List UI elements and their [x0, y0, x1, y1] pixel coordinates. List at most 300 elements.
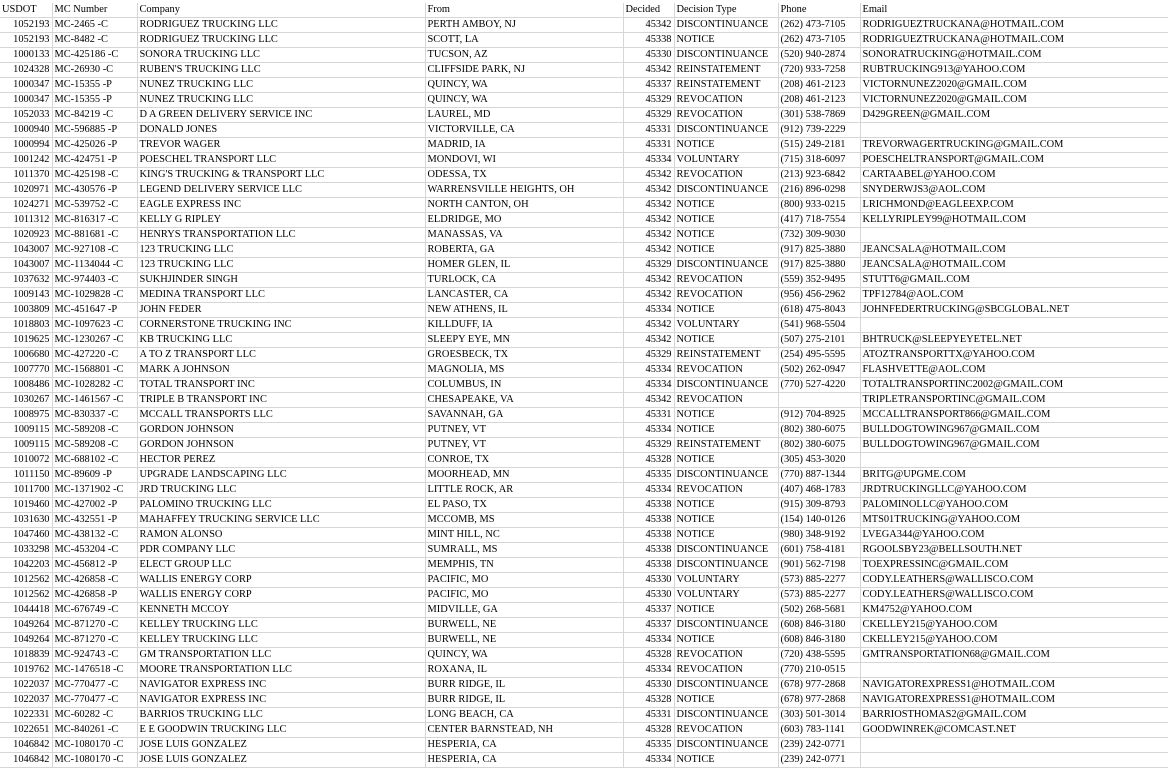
decided-cell[interactable]: 45342 — [623, 183, 674, 198]
from-cell[interactable]: NORTH CANTON, OH — [425, 198, 623, 213]
col-header-decided[interactable]: Decided — [623, 3, 674, 18]
decided-cell[interactable]: 45334 — [623, 633, 674, 648]
from-cell[interactable]: CHESAPEAKE, VA — [425, 393, 623, 408]
email-cell[interactable]: CKELLEY215@YAHOO.COM — [860, 633, 1168, 648]
from-cell[interactable]: MANASSAS, VA — [425, 228, 623, 243]
phone-cell[interactable]: (980) 348-9192 — [778, 528, 860, 543]
email-cell[interactable]: ATOZTRANSPORTTX@YAHOO.COM — [860, 348, 1168, 363]
company-cell[interactable]: PALOMINO TRUCKING LLC — [137, 498, 425, 513]
usdot-cell[interactable]: 1046842 — [0, 753, 52, 768]
usdot-cell[interactable]: 1033298 — [0, 543, 52, 558]
table-row[interactable] — [0, 258, 1168, 273]
phone-cell[interactable]: (541) 968-5504 — [778, 318, 860, 333]
usdot-cell[interactable]: 1052193 — [0, 33, 52, 48]
table-row[interactable] — [0, 513, 1168, 528]
decided-cell[interactable]: 45342 — [623, 198, 674, 213]
email-cell[interactable]: SNYDERWJS3@AOL.COM — [860, 183, 1168, 198]
decision-type-cell[interactable]: DISCONTINUANCE — [674, 258, 778, 273]
usdot-cell[interactable]: 1042203 — [0, 558, 52, 573]
email-cell[interactable]: JEANCSALA@HOTMAIL.COM — [860, 258, 1168, 273]
table-row[interactable] — [0, 708, 1168, 723]
company-cell[interactable]: CORNERSTONE TRUCKING INC — [137, 318, 425, 333]
usdot-cell[interactable]: 1011150 — [0, 468, 52, 483]
company-cell[interactable]: JRD TRUCKING LLC — [137, 483, 425, 498]
mc-number-cell[interactable]: MC-770477 -C — [52, 678, 137, 693]
phone-cell[interactable]: (208) 461-2123 — [778, 78, 860, 93]
phone-cell[interactable]: (917) 825-3880 — [778, 258, 860, 273]
usdot-cell[interactable]: 1019460 — [0, 498, 52, 513]
decided-cell[interactable]: 45342 — [623, 318, 674, 333]
mc-number-cell[interactable]: MC-425026 -P — [52, 138, 137, 153]
col-header-mc-number[interactable]: MC Number — [52, 3, 137, 18]
from-cell[interactable]: LITTLE ROCK, AR — [425, 483, 623, 498]
mc-number-cell[interactable]: MC-816317 -C — [52, 213, 137, 228]
email-cell[interactable]: BULLDOGTOWING967@GMAIL.COM — [860, 423, 1168, 438]
phone-cell[interactable]: (407) 468-1783 — [778, 483, 860, 498]
phone-cell[interactable]: (262) 473-7105 — [778, 18, 860, 33]
decision-type-cell[interactable]: REINSTATEMENT — [674, 78, 778, 93]
phone-cell[interactable]: (573) 885-2277 — [778, 588, 860, 603]
from-cell[interactable]: ODESSA, TX — [425, 168, 623, 183]
decided-cell[interactable]: 45328 — [623, 693, 674, 708]
email-cell[interactable]: KM4752@YAHOO.COM — [860, 603, 1168, 618]
table-row[interactable] — [0, 648, 1168, 663]
mc-number-cell[interactable]: MC-424751 -P — [52, 153, 137, 168]
usdot-cell[interactable]: 1007770 — [0, 363, 52, 378]
phone-cell[interactable]: (618) 475-8043 — [778, 303, 860, 318]
usdot-cell[interactable]: 1010072 — [0, 453, 52, 468]
table-row[interactable] — [0, 243, 1168, 258]
company-cell[interactable]: BARRIOS TRUCKING LLC — [137, 708, 425, 723]
decision-type-cell[interactable]: DISCONTINUANCE — [674, 18, 778, 33]
decided-cell[interactable]: 45329 — [623, 108, 674, 123]
company-cell[interactable]: TRIPLE B TRANSPORT INC — [137, 393, 425, 408]
col-header-from[interactable]: From — [425, 3, 623, 18]
decided-cell[interactable]: 45338 — [623, 513, 674, 528]
phone-cell[interactable]: (507) 275-2101 — [778, 333, 860, 348]
usdot-cell[interactable]: 1031630 — [0, 513, 52, 528]
email-cell[interactable]: TREVORWAGERTRUCKING@GMAIL.COM — [860, 138, 1168, 153]
company-cell[interactable]: TOTAL TRANSPORT INC — [137, 378, 425, 393]
company-cell[interactable]: PDR COMPANY LLC — [137, 543, 425, 558]
table-row[interactable] — [0, 18, 1168, 33]
from-cell[interactable]: HESPERIA, CA — [425, 753, 623, 768]
decision-type-cell[interactable]: DISCONTINUANCE — [674, 378, 778, 393]
company-cell[interactable]: SONORA TRUCKING LLC — [137, 48, 425, 63]
decided-cell[interactable]: 45342 — [623, 288, 674, 303]
decision-type-cell[interactable]: DISCONTINUANCE — [674, 183, 778, 198]
usdot-cell[interactable]: 1018839 — [0, 648, 52, 663]
mc-number-cell[interactable]: MC-426858 -P — [52, 588, 137, 603]
email-cell[interactable]: RODRIGUEZTRUCKANA@HOTMAIL.COM — [860, 18, 1168, 33]
decision-type-cell[interactable]: REVOCATION — [674, 108, 778, 123]
email-cell[interactable]: KELLYRIPLEY99@HOTMAIL.COM — [860, 213, 1168, 228]
col-header-usdot[interactable]: USDOT — [0, 3, 52, 18]
decided-cell[interactable]: 45342 — [623, 168, 674, 183]
table-row[interactable] — [0, 168, 1168, 183]
decision-type-cell[interactable]: REVOCATION — [674, 723, 778, 738]
decision-type-cell[interactable]: NOTICE — [674, 633, 778, 648]
company-cell[interactable]: TREVOR WAGER — [137, 138, 425, 153]
table-row[interactable] — [0, 753, 1168, 768]
mc-number-cell[interactable]: MC-453204 -C — [52, 543, 137, 558]
table-row[interactable] — [0, 633, 1168, 648]
mc-number-cell[interactable]: MC-1029828 -C — [52, 288, 137, 303]
from-cell[interactable]: KILLDUFF, IA — [425, 318, 623, 333]
from-cell[interactable]: VICTORVILLE, CA — [425, 123, 623, 138]
from-cell[interactable]: MEMPHIS, TN — [425, 558, 623, 573]
email-cell[interactable] — [860, 663, 1168, 678]
phone-cell[interactable]: (608) 846-3180 — [778, 618, 860, 633]
col-header-decision-type[interactable]: Decision Type — [674, 3, 778, 18]
email-cell[interactable]: FLASHVETTE@AOL.COM — [860, 363, 1168, 378]
usdot-cell[interactable]: 1020971 — [0, 183, 52, 198]
table-row[interactable] — [0, 483, 1168, 498]
table-row[interactable] — [0, 588, 1168, 603]
usdot-cell[interactable]: 1022037 — [0, 693, 52, 708]
phone-cell[interactable]: (502) 268-5681 — [778, 603, 860, 618]
company-cell[interactable]: RODRIGUEZ TRUCKING LLC — [137, 18, 425, 33]
from-cell[interactable]: BURR RIDGE, IL — [425, 693, 623, 708]
from-cell[interactable]: ELDRIDGE, MO — [425, 213, 623, 228]
decided-cell[interactable]: 45330 — [623, 678, 674, 693]
table-row[interactable] — [0, 228, 1168, 243]
usdot-cell[interactable]: 1018803 — [0, 318, 52, 333]
phone-cell[interactable]: (520) 940-2874 — [778, 48, 860, 63]
decision-type-cell[interactable]: NOTICE — [674, 138, 778, 153]
phone-cell[interactable]: (770) 210-0515 — [778, 663, 860, 678]
phone-cell[interactable]: (732) 309-9030 — [778, 228, 860, 243]
mc-number-cell[interactable]: MC-688102 -C — [52, 453, 137, 468]
decided-cell[interactable]: 45335 — [623, 468, 674, 483]
usdot-cell[interactable]: 1011370 — [0, 168, 52, 183]
decision-type-cell[interactable]: NOTICE — [674, 228, 778, 243]
decision-type-cell[interactable]: DISCONTINUANCE — [674, 738, 778, 753]
email-cell[interactable]: VICTORNUNEZ2020@GMAIL.COM — [860, 93, 1168, 108]
table-row[interactable] — [0, 678, 1168, 693]
phone-cell[interactable]: (515) 249-2181 — [778, 138, 860, 153]
mc-number-cell[interactable]: MC-596885 -P — [52, 123, 137, 138]
decided-cell[interactable]: 45334 — [623, 423, 674, 438]
table-row[interactable] — [0, 723, 1168, 738]
from-cell[interactable]: MCCOMB, MS — [425, 513, 623, 528]
phone-cell[interactable]: (800) 933-0215 — [778, 198, 860, 213]
decision-type-cell[interactable]: VOLUNTARY — [674, 573, 778, 588]
decided-cell[interactable]: 45330 — [623, 48, 674, 63]
company-cell[interactable]: LEGEND DELIVERY SERVICE LLC — [137, 183, 425, 198]
phone-cell[interactable]: (213) 923-6842 — [778, 168, 860, 183]
usdot-cell[interactable]: 1000994 — [0, 138, 52, 153]
decision-type-cell[interactable]: VOLUNTARY — [674, 588, 778, 603]
decision-type-cell[interactable]: NOTICE — [674, 453, 778, 468]
phone-cell[interactable]: (417) 718-7554 — [778, 213, 860, 228]
mc-number-cell[interactable]: MC-26930 -C — [52, 63, 137, 78]
decided-cell[interactable]: 45337 — [623, 78, 674, 93]
company-cell[interactable]: HENRYS TRANSPORTATION LLC — [137, 228, 425, 243]
phone-cell[interactable]: (603) 783-1141 — [778, 723, 860, 738]
decided-cell[interactable]: 45331 — [623, 408, 674, 423]
email-cell[interactable] — [860, 318, 1168, 333]
from-cell[interactable]: QUINCY, WA — [425, 78, 623, 93]
phone-cell[interactable]: (678) 977-2868 — [778, 693, 860, 708]
email-cell[interactable]: POESCHELTRANSPORT@GMAIL.COM — [860, 153, 1168, 168]
decision-type-cell[interactable]: DISCONTINUANCE — [674, 543, 778, 558]
email-cell[interactable]: CKELLEY215@YAHOO.COM — [860, 618, 1168, 633]
decision-type-cell[interactable]: NOTICE — [674, 33, 778, 48]
decision-type-cell[interactable]: NOTICE — [674, 753, 778, 768]
email-cell[interactable]: BULLDOGTOWING967@GMAIL.COM — [860, 438, 1168, 453]
email-cell[interactable]: TPF12784@AOL.COM — [860, 288, 1168, 303]
decision-type-cell[interactable]: DISCONTINUANCE — [674, 678, 778, 693]
company-cell[interactable]: MARK A JOHNSON — [137, 363, 425, 378]
decision-type-cell[interactable]: REINSTATEMENT — [674, 438, 778, 453]
usdot-cell[interactable]: 1009115 — [0, 423, 52, 438]
usdot-cell[interactable]: 1001242 — [0, 153, 52, 168]
mc-number-cell[interactable]: MC-589208 -C — [52, 438, 137, 453]
decided-cell[interactable]: 45342 — [623, 273, 674, 288]
decided-cell[interactable]: 45329 — [623, 348, 674, 363]
mc-number-cell[interactable]: MC-830337 -C — [52, 408, 137, 423]
email-cell[interactable]: JRDTRUCKINGLLC@YAHOO.COM — [860, 483, 1168, 498]
from-cell[interactable]: CONROE, TX — [425, 453, 623, 468]
mc-number-cell[interactable]: MC-427220 -C — [52, 348, 137, 363]
decision-type-cell[interactable]: NOTICE — [674, 198, 778, 213]
decision-type-cell[interactable]: REVOCATION — [674, 93, 778, 108]
decision-type-cell[interactable]: NOTICE — [674, 513, 778, 528]
usdot-cell[interactable]: 1000940 — [0, 123, 52, 138]
mc-number-cell[interactable]: MC-881681 -C — [52, 228, 137, 243]
phone-cell[interactable]: (956) 456-2962 — [778, 288, 860, 303]
company-cell[interactable]: KELLEY TRUCKING LLC — [137, 633, 425, 648]
mc-number-cell[interactable]: MC-425186 -C — [52, 48, 137, 63]
email-cell[interactable]: LVEGA344@YAHOO.COM — [860, 528, 1168, 543]
email-cell[interactable]: RODRIGUEZTRUCKANA@HOTMAIL.COM — [860, 33, 1168, 48]
from-cell[interactable]: ROBERTA, GA — [425, 243, 623, 258]
from-cell[interactable]: MADRID, IA — [425, 138, 623, 153]
usdot-cell[interactable]: 1043007 — [0, 258, 52, 273]
phone-cell[interactable]: (770) 527-4220 — [778, 378, 860, 393]
from-cell[interactable]: SLEEPY EYE, MN — [425, 333, 623, 348]
mc-number-cell[interactable]: MC-974403 -C — [52, 273, 137, 288]
company-cell[interactable]: JOSE LUIS GONZALEZ — [137, 753, 425, 768]
from-cell[interactable]: BURWELL, NE — [425, 618, 623, 633]
email-cell[interactable]: JOHNFEDERTRUCKING@SBCGLOBAL.NET — [860, 303, 1168, 318]
email-cell[interactable]: RGOOLSBY23@BELLSOUTH.NET — [860, 543, 1168, 558]
company-cell[interactable]: JOHN FEDER — [137, 303, 425, 318]
decided-cell[interactable]: 45334 — [623, 153, 674, 168]
usdot-cell[interactable]: 1022331 — [0, 708, 52, 723]
mc-number-cell[interactable]: MC-589208 -C — [52, 423, 137, 438]
usdot-cell[interactable]: 1037632 — [0, 273, 52, 288]
decided-cell[interactable]: 45330 — [623, 573, 674, 588]
table-row[interactable] — [0, 318, 1168, 333]
usdot-cell[interactable]: 1003809 — [0, 303, 52, 318]
from-cell[interactable]: COLUMBUS, IN — [425, 378, 623, 393]
mc-number-cell[interactable]: MC-924743 -C — [52, 648, 137, 663]
phone-cell[interactable]: (608) 846-3180 — [778, 633, 860, 648]
email-cell[interactable]: BHTRUCK@SLEEPYEYETEL.NET — [860, 333, 1168, 348]
from-cell[interactable]: PUTNEY, VT — [425, 423, 623, 438]
phone-cell[interactable]: (901) 562-7198 — [778, 558, 860, 573]
email-cell[interactable]: SONORATRUCKING@HOTMAIL.COM — [860, 48, 1168, 63]
company-cell[interactable]: RUBEN'S TRUCKING LLC — [137, 63, 425, 78]
decided-cell[interactable]: 45331 — [623, 138, 674, 153]
table-row[interactable] — [0, 663, 1168, 678]
usdot-cell[interactable]: 1012562 — [0, 588, 52, 603]
from-cell[interactable]: MOORHEAD, MN — [425, 468, 623, 483]
decided-cell[interactable]: 45342 — [623, 213, 674, 228]
company-cell[interactable]: KELLEY TRUCKING LLC — [137, 618, 425, 633]
table-row[interactable] — [0, 213, 1168, 228]
company-cell[interactable]: NUNEZ TRUCKING LLC — [137, 78, 425, 93]
mc-number-cell[interactable]: MC-1080170 -C — [52, 753, 137, 768]
mc-number-cell[interactable]: MC-2465 -C — [52, 18, 137, 33]
decided-cell[interactable]: 45337 — [623, 603, 674, 618]
decision-type-cell[interactable]: NOTICE — [674, 528, 778, 543]
company-cell[interactable]: 123 TRUCKING LLC — [137, 258, 425, 273]
mc-number-cell[interactable]: MC-451647 -P — [52, 303, 137, 318]
from-cell[interactable]: SCOTT, LA — [425, 33, 623, 48]
decision-type-cell[interactable]: NOTICE — [674, 603, 778, 618]
phone-cell[interactable]: (301) 538-7869 — [778, 108, 860, 123]
phone-cell[interactable]: (715) 318-6097 — [778, 153, 860, 168]
mc-number-cell[interactable]: MC-871270 -C — [52, 633, 137, 648]
from-cell[interactable]: LANCASTER, CA — [425, 288, 623, 303]
phone-cell[interactable]: (154) 140-0126 — [778, 513, 860, 528]
company-cell[interactable]: NAVIGATOR EXPRESS INC — [137, 678, 425, 693]
from-cell[interactable]: MINT HILL, NC — [425, 528, 623, 543]
company-cell[interactable]: D A GREEN DELIVERY SERVICE INC — [137, 108, 425, 123]
decided-cell[interactable]: 45338 — [623, 498, 674, 513]
mc-number-cell[interactable]: MC-84219 -C — [52, 108, 137, 123]
mc-number-cell[interactable]: MC-15355 -P — [52, 93, 137, 108]
from-cell[interactable]: MIDVILLE, GA — [425, 603, 623, 618]
mc-number-cell[interactable]: MC-1080170 -C — [52, 738, 137, 753]
from-cell[interactable]: LONG BEACH, CA — [425, 708, 623, 723]
mc-number-cell[interactable]: MC-456812 -P — [52, 558, 137, 573]
mc-number-cell[interactable]: MC-8482 -C — [52, 33, 137, 48]
decided-cell[interactable]: 45334 — [623, 303, 674, 318]
table-row[interactable] — [0, 738, 1168, 753]
decided-cell[interactable]: 45342 — [623, 333, 674, 348]
table-row[interactable] — [0, 453, 1168, 468]
company-cell[interactable]: WALLIS ENERGY CORP — [137, 588, 425, 603]
usdot-cell[interactable]: 1049264 — [0, 618, 52, 633]
from-cell[interactable]: QUINCY, WA — [425, 93, 623, 108]
mc-number-cell[interactable]: MC-15355 -P — [52, 78, 137, 93]
col-header-phone[interactable]: Phone — [778, 3, 860, 18]
usdot-cell[interactable]: 1011312 — [0, 213, 52, 228]
decided-cell[interactable]: 45329 — [623, 438, 674, 453]
company-cell[interactable]: A TO Z TRANSPORT LLC — [137, 348, 425, 363]
email-cell[interactable] — [860, 738, 1168, 753]
usdot-cell[interactable]: 1012562 — [0, 573, 52, 588]
email-cell[interactable] — [860, 228, 1168, 243]
decided-cell[interactable]: 45330 — [623, 588, 674, 603]
usdot-cell[interactable]: 1022651 — [0, 723, 52, 738]
table-row[interactable] — [0, 408, 1168, 423]
decision-type-cell[interactable]: NOTICE — [674, 213, 778, 228]
from-cell[interactable]: HOMER GLEN, IL — [425, 258, 623, 273]
usdot-cell[interactable]: 1024328 — [0, 63, 52, 78]
decided-cell[interactable]: 45338 — [623, 543, 674, 558]
phone-cell[interactable]: (770) 887-1344 — [778, 468, 860, 483]
company-cell[interactable]: HECTOR PEREZ — [137, 453, 425, 468]
phone-cell[interactable] — [778, 393, 860, 408]
decision-type-cell[interactable]: REVOCATION — [674, 363, 778, 378]
decision-type-cell[interactable]: NOTICE — [674, 303, 778, 318]
mc-number-cell[interactable]: MC-1476518 -C — [52, 663, 137, 678]
usdot-cell[interactable]: 1020923 — [0, 228, 52, 243]
mc-number-cell[interactable]: MC-770477 -C — [52, 693, 137, 708]
mc-number-cell[interactable]: MC-1230267 -C — [52, 333, 137, 348]
email-cell[interactable] — [860, 123, 1168, 138]
table-row[interactable] — [0, 123, 1168, 138]
from-cell[interactable]: QUINCY, WA — [425, 648, 623, 663]
email-cell[interactable]: PALOMINOLLC@YAHOO.COM — [860, 498, 1168, 513]
decided-cell[interactable]: 45334 — [623, 378, 674, 393]
phone-cell[interactable]: (262) 473-7105 — [778, 33, 860, 48]
decided-cell[interactable]: 45329 — [623, 93, 674, 108]
phone-cell[interactable]: (254) 495-5595 — [778, 348, 860, 363]
decision-type-cell[interactable]: NOTICE — [674, 333, 778, 348]
mc-number-cell[interactable]: MC-438132 -C — [52, 528, 137, 543]
phone-cell[interactable]: (239) 242-0771 — [778, 753, 860, 768]
company-cell[interactable]: DONALD JONES — [137, 123, 425, 138]
usdot-cell[interactable]: 1000347 — [0, 78, 52, 93]
phone-cell[interactable]: (912) 739-2229 — [778, 123, 860, 138]
decision-type-cell[interactable]: VOLUNTARY — [674, 153, 778, 168]
decided-cell[interactable]: 45329 — [623, 258, 674, 273]
phone-cell[interactable]: (720) 438-5595 — [778, 648, 860, 663]
table-row[interactable] — [0, 333, 1168, 348]
usdot-cell[interactable]: 1049264 — [0, 633, 52, 648]
phone-cell[interactable]: (720) 933-7258 — [778, 63, 860, 78]
decision-type-cell[interactable]: DISCONTINUANCE — [674, 618, 778, 633]
company-cell[interactable]: MEDINA TRANSPORT LLC — [137, 288, 425, 303]
usdot-cell[interactable]: 1000133 — [0, 48, 52, 63]
decision-type-cell[interactable]: VOLUNTARY — [674, 318, 778, 333]
table-row[interactable] — [0, 108, 1168, 123]
company-cell[interactable]: KB TRUCKING LLC — [137, 333, 425, 348]
table-row[interactable] — [0, 63, 1168, 78]
from-cell[interactable]: HESPERIA, CA — [425, 738, 623, 753]
decided-cell[interactable]: 45338 — [623, 33, 674, 48]
usdot-cell[interactable]: 1044418 — [0, 603, 52, 618]
decision-type-cell[interactable]: REVOCATION — [674, 393, 778, 408]
usdot-cell[interactable]: 1019625 — [0, 333, 52, 348]
from-cell[interactable]: PACIFIC, MO — [425, 588, 623, 603]
usdot-cell[interactable]: 1009143 — [0, 288, 52, 303]
decided-cell[interactable]: 45328 — [623, 648, 674, 663]
company-cell[interactable]: E E GOODWIN TRUCKING LLC — [137, 723, 425, 738]
company-cell[interactable]: RODRIGUEZ TRUCKING LLC — [137, 33, 425, 48]
company-cell[interactable]: NAVIGATOR EXPRESS INC — [137, 693, 425, 708]
phone-cell[interactable]: (559) 352-9495 — [778, 273, 860, 288]
email-cell[interactable]: TOTALTRANSPORTINC2002@GMAIL.COM — [860, 378, 1168, 393]
from-cell[interactable]: SUMRALL, MS — [425, 543, 623, 558]
decision-type-cell[interactable]: NOTICE — [674, 423, 778, 438]
email-cell[interactable]: TOEXPRESSINC@GMAIL.COM — [860, 558, 1168, 573]
decision-type-cell[interactable]: REVOCATION — [674, 273, 778, 288]
from-cell[interactable]: ROXANA, IL — [425, 663, 623, 678]
email-cell[interactable]: BRITG@UPGME.COM — [860, 468, 1168, 483]
decision-type-cell[interactable]: REVOCATION — [674, 648, 778, 663]
table-row[interactable] — [0, 693, 1168, 708]
table-row[interactable] — [0, 393, 1168, 408]
email-cell[interactable]: RUBTRUCKING913@YAHOO.COM — [860, 63, 1168, 78]
decided-cell[interactable]: 45337 — [623, 618, 674, 633]
